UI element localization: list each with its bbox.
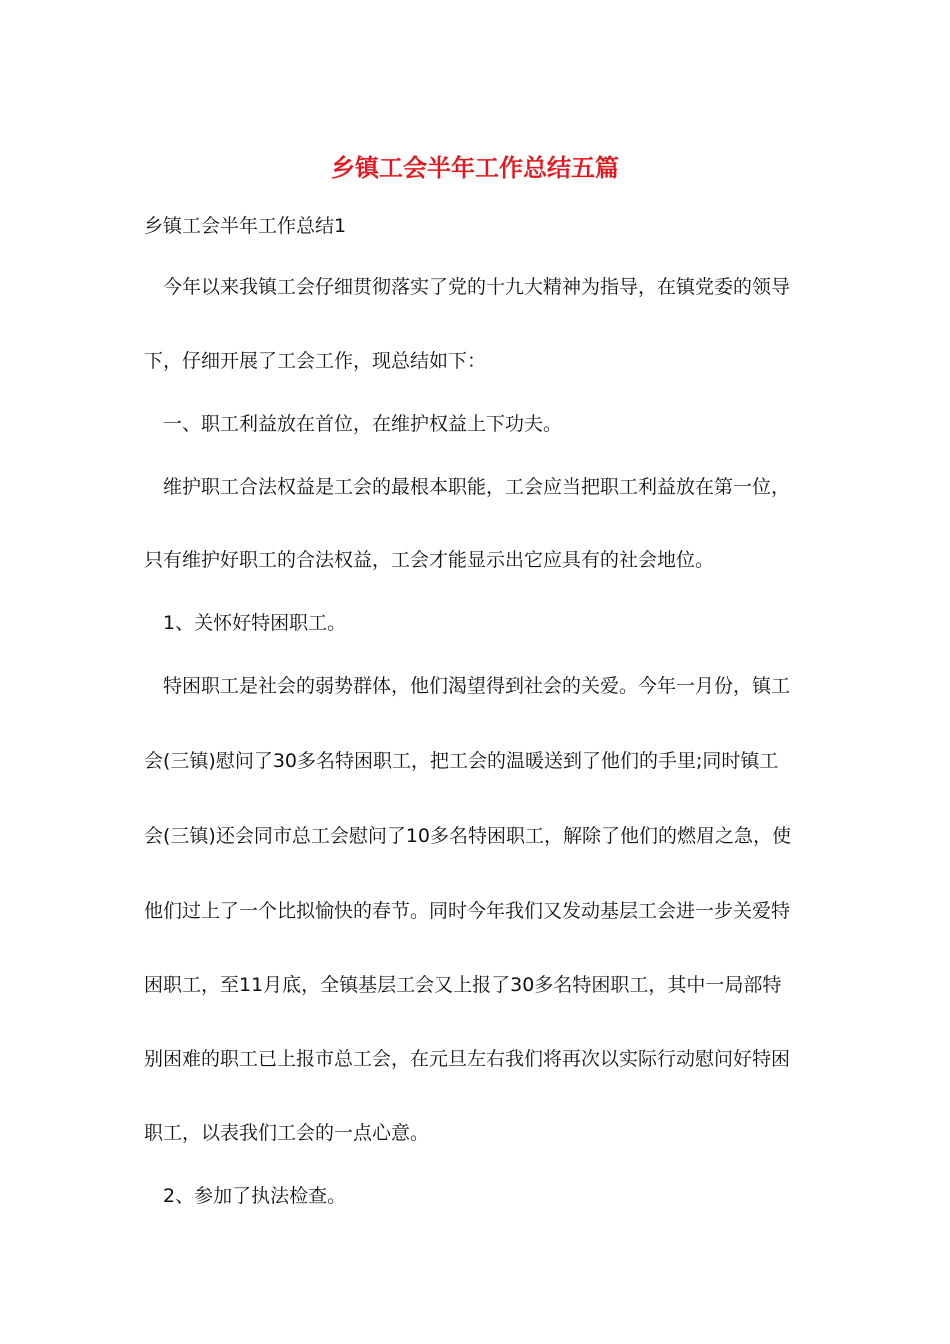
paragraph-line: 今年以来我镇工会仔细贯彻落实了党的十九大精神为指导，在镇党委的领导	[163, 276, 791, 298]
paragraph-line: 下，仔细开展了工会工作，现总结如下：	[144, 350, 487, 372]
paragraph-line: 职工，以表我们工会的一点心意。	[144, 1122, 430, 1144]
section-heading: 乡镇工会半年工作总结1	[144, 215, 347, 237]
paragraph-line: 会(三镇)慰问了30多名特困职工，把工会的温暖送到了他们的手里;同时镇工	[144, 750, 779, 772]
paragraph-line: 会(三镇)还会同市总工会慰问了10多名特困职工，解除了他们的燃眉之急，使	[144, 825, 792, 847]
paragraph-line: 他们过上了一个比拟愉快的春节。同时今年我们又发动基层工会进一步关爱特	[144, 900, 791, 922]
paragraph-line: 困职工，至11月底，全镇基层工会又上报了30多名特困职工，其中一局部特	[144, 974, 782, 996]
paragraph-line: 特困职工是社会的弱势群体，他们渴望得到社会的关爱。今年一月份，镇工	[163, 675, 791, 697]
paragraph-line: 只有维护好职工的合法权益，工会才能显示出它应具有的社会地位。	[144, 549, 715, 571]
list-item-heading: 2、参加了执法检查。	[163, 1185, 347, 1207]
document-title: 乡镇工会半年工作总结五篇	[331, 154, 619, 182]
paragraph-line: 维护职工合法权益是工会的最根本职能，工会应当把职工利益放在第一位，	[163, 476, 791, 498]
paragraph-line: 别困难的职工已上报市总工会，在元旦左右我们将再次以实际行动慰问好特困	[144, 1048, 791, 1070]
subheading-line: 一、职工利益放在首位，在维护权益上下功夫。	[163, 413, 563, 435]
list-item-heading: 1、关怀好特困职工。	[163, 612, 347, 634]
